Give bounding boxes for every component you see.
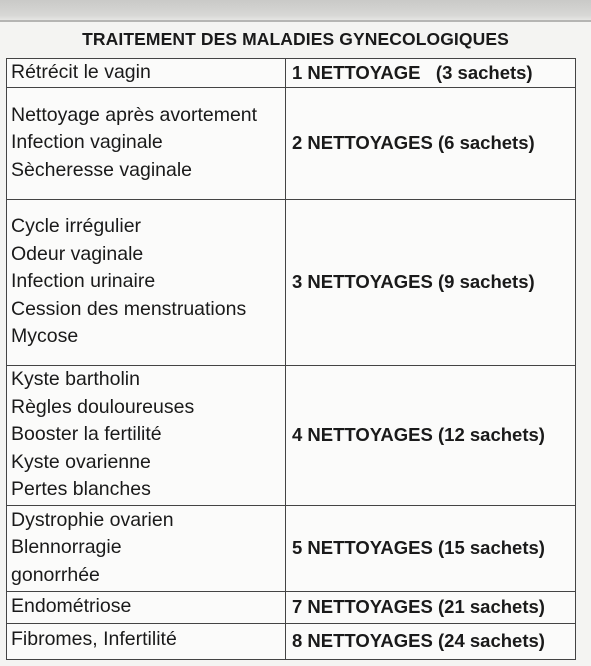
condition-item: Infection urinaire: [11, 270, 156, 293]
table-row: [7, 623, 576, 659]
top-edge-bar: [0, 0, 591, 22]
table-row: [7, 59, 576, 88]
condition-item: Pertes blanches: [11, 478, 151, 501]
table-row: [7, 199, 576, 365]
conditions-cell: [7, 591, 286, 623]
conditions-cell: [7, 59, 286, 88]
condition-item: Endométriose: [11, 595, 132, 618]
condition-item: Mycose: [11, 325, 79, 348]
conditions-cell: [7, 199, 286, 365]
treatment-cell: 5 NETTOYAGES (15 sachets): [286, 505, 576, 591]
condition-item: Cession des menstruations: [11, 297, 247, 320]
condition-item: Cycle irrégulier: [11, 215, 142, 238]
condition-item: Sècheresse vaginale: [11, 158, 193, 181]
conditions-cell: [7, 365, 286, 505]
condition-item: Rétrécit le vagin: [11, 61, 151, 83]
condition-item: Dystrophie ovarien: [11, 508, 174, 531]
treatment-table: [6, 58, 576, 660]
treatment-cell: 3 NETTOYAGES (9 sachets): [286, 199, 576, 365]
condition-item: Infection vaginale: [11, 131, 163, 154]
treatment-cell: 8 NETTOYAGES (24 sachets): [286, 623, 576, 659]
condition-item: Blennorragie: [11, 536, 122, 559]
condition-item: Kyste ovarienne: [11, 450, 151, 473]
treatment-cell: 7 NETTOYAGES (21 sachets): [286, 591, 576, 623]
treatment-cell: 1 NETTOYAGE (3 sachets): [286, 59, 576, 88]
conditions-cell: [7, 623, 286, 659]
treatment-cell: 2 NETTOYAGES (6 sachets): [286, 87, 576, 199]
condition-item: Nettoyage après avortement: [11, 103, 258, 126]
condition-item: Kyste bartholin: [11, 368, 140, 391]
table-row: [7, 591, 576, 623]
condition-item: Booster la fertilité: [11, 423, 162, 446]
table-row: [7, 505, 576, 591]
treatment-cell: 4 NETTOYAGES (12 sachets): [286, 365, 576, 505]
conditions-cell: [7, 87, 286, 199]
condition-item: gonorrhée: [11, 563, 100, 586]
treatment-table-body: [7, 59, 576, 660]
table-row: [7, 365, 576, 505]
condition-item: Odeur vaginale: [11, 242, 144, 265]
condition-item: Fibromes, Infertilité: [11, 627, 177, 650]
page-title: TRAITEMENT DES MALADIES GYNECOLOGIQUES: [82, 28, 509, 49]
table-row: [7, 87, 576, 199]
conditions-cell: [7, 505, 286, 591]
condition-item: Règles douloureuses: [11, 395, 195, 418]
